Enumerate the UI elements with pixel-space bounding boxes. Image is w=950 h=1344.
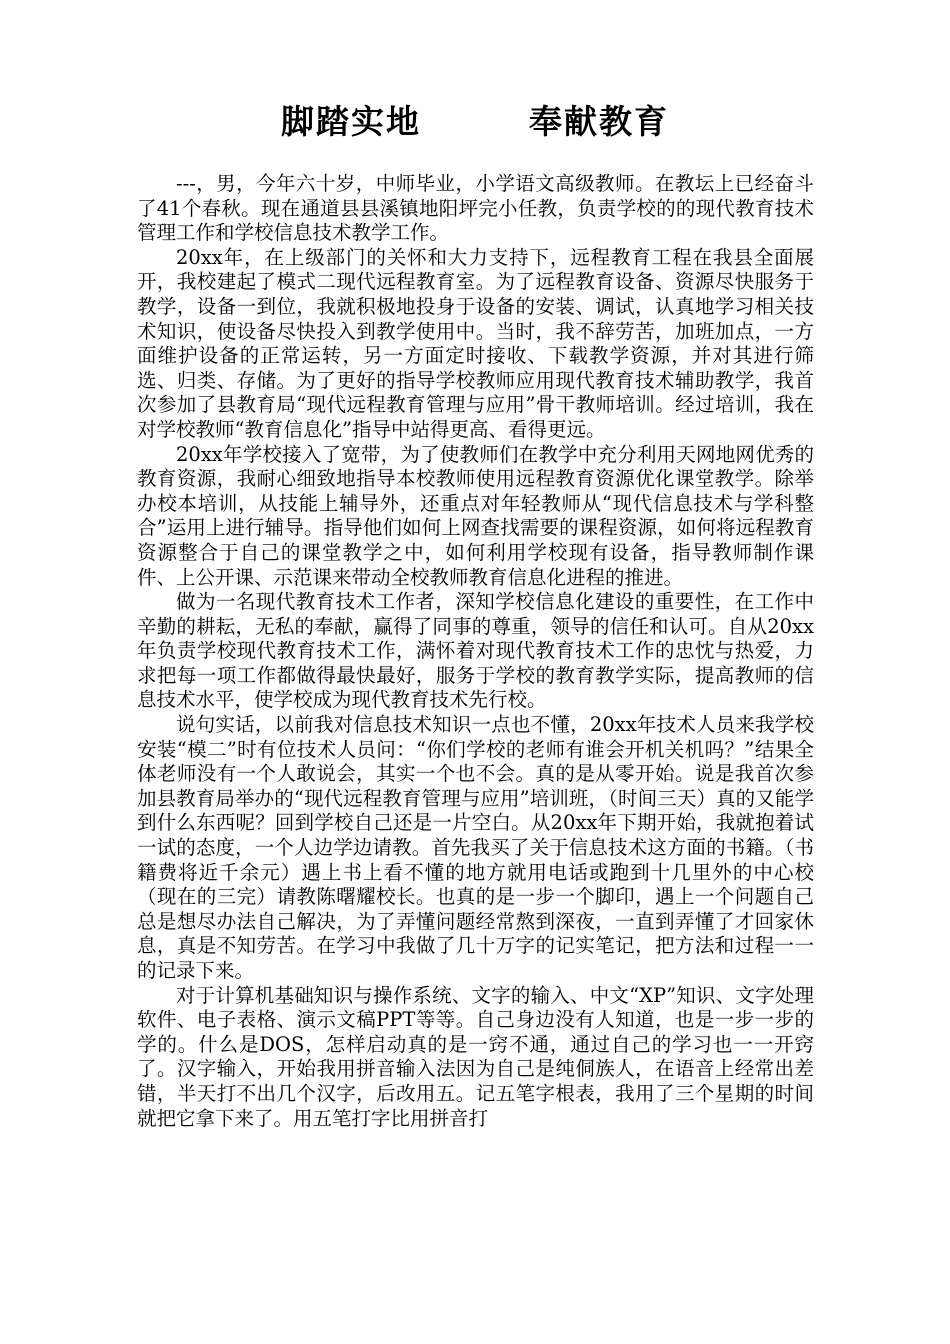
paragraph: 20xx年，在上级部门的关怀和大力支持下，远程教育工程在我县全面展开，我校建起了模式二现代远程教育室。为了远程教育设备、资源尽快服务于教学，设备一到位，我就积极地投身于设备的安装、调试，认真地学习相关技术知识，使设备尽快投入到教学使用中。当时，我不辞劳苦，加班加点，一方面维护设备的正常运转，另一方面定时接收、下载教学资源，并对其进行筛选、归类、存储。为了更好的指导学校教师应用现代教育技术辅助教学，我首次参加了县教育局“现代远程教育管理与应用”骨干教师培训。经过培训，我在对学校教师“教育信息化”指导中站得更高、看得更远。	[137, 245, 814, 441]
paragraph: 说句实话，以前我对信息技术知识一点也不懂，20xx年技术人员来我学校安装“模二”时有位技术人员问：“你们学校的老师有谁会开机关机吗？”结果全体老师没有一个人敢说会，其实一个也不会。真的是从零开始。说是我首次参加县教育局举办的“现代远程教育管理与应用”培训班，（时间三天）真的又能学到什么东西呢？回到学校自己还是一片空白。从20xx年下期开始，我就抱着试一试的态度，一个人边学边请教。首先我买了关于信息技术这方面的书籍。（书籍费将近千余元）遇上书上看不懂的地方就用电话或跑到十几里外的中心校（现在的三完）请教陈曙耀校长。也真的是一步一个脚印，遇上一个问题自己总是想尽办法自己解决，为了弄懂问题经常熬到深夜，一直到弄懂了才回家休息，真是不知劳苦。在学习中我做了几十万字的记实笔记，把方法和过程一一的记录下来。	[137, 713, 814, 982]
paragraph: 对于计算机基础知识与操作系统、文字的输入、中文“XP”知识、文字处理软件、电子表格、演示文稿PPT等等。自己身边没有人知道，也是一步一步的学的。什么是DOS，怎样启动真的是一窍不通，通过自己的学习也一一开窍了。汉字输入，开始我用拼音输入法因为自己是纯侗族人，在语音上经常出差错，半天打不出几个汉字，后改用五。记五笔字根表，我用了三个星期的时间就把它拿下来了。用五笔打字比用拼音打	[137, 983, 814, 1130]
paragraph: ---，男，今年六十岁，中师毕业，小学语文高级教师。在教坛上已经奋斗了41个春秋。现在通道县县溪镇地阳坪完小任教，负责学校的的现代教育技术管理工作和学校信息技术教学工作。	[137, 172, 814, 245]
paragraph: 20xx年学校接入了宽带，为了使教师们在教学中充分利用天网地网优秀的教育资源，我耐心细致地指导本校教师使用远程教育资源优化课堂教学。除举办校本培训，从技能上辅导外，还重点对年轻教师从“现代信息技术与学科整合”运用上进行辅导。指导他们如何上网查找需要的课程资源，如何将远程教育资源整合于自己的课堂教学之中，如何利用学校现有设备，指导教师制作课件、上公开课、示范课来带动全校教师教育信息化进程的推进。	[137, 442, 814, 589]
document-body	[137, 172, 814, 1131]
document-title: 脚踏实地 奉献教育	[281, 102, 669, 141]
paragraph: 做为一名现代教育技术工作者，深知学校信息化建设的重要性，在工作中辛勤的耕耘，无私的奉献，赢得了同事的尊重，领导的信任和认可。自从20xx年负责学校现代教育技术工作，满怀着对现代教育技术工作的忠忱与热爱，力求把每一项工作都做得最快最好，服务于学校的教育教学实际，提高教师的信息技术水平，使学校成为现代教育技术先行校。	[137, 590, 814, 712]
